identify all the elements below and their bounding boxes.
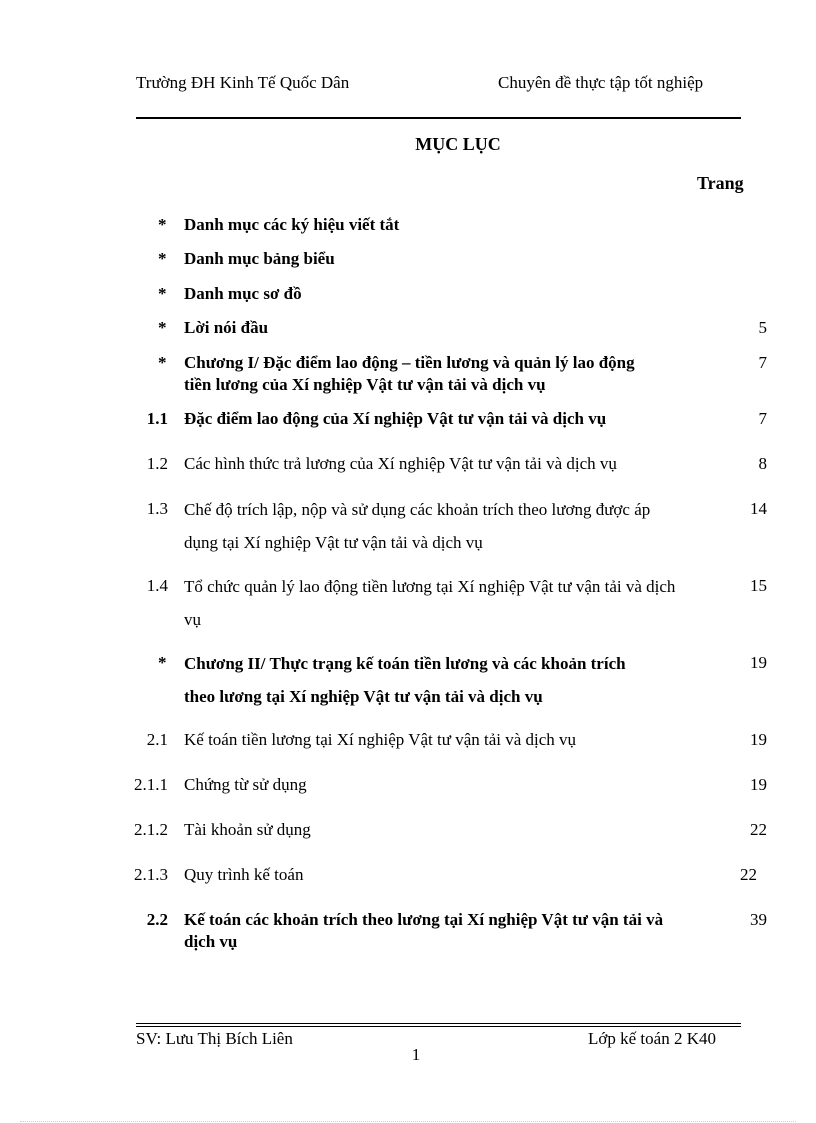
toc-text: Kế toán tiền lương tại Xí nghiệp Vật tư vận tải và dịch vụ <box>184 730 577 749</box>
toc-page: 19 <box>750 653 767 672</box>
toc-marker: 2.2 <box>146 910 168 929</box>
page-column-label: Trang <box>697 173 744 193</box>
toc-page: 14 <box>750 499 767 518</box>
toc-marker: * <box>158 353 167 372</box>
toc-text: Quy trình kế toán <box>184 865 304 884</box>
toc-marker: * <box>158 249 167 268</box>
footer-rule <box>136 1023 741 1024</box>
toc-marker: * <box>158 284 167 303</box>
toc-page: 8 <box>758 454 767 473</box>
toc-marker: * <box>158 318 167 337</box>
toc-marker: 2.1 <box>146 730 168 749</box>
toc-text: Các hình thức trả lương của Xí nghiệp Vật tư vận tải và dịch vụ <box>184 454 617 473</box>
toc-page: 39 <box>750 910 767 929</box>
toc-page: 15 <box>750 576 767 595</box>
footer-rule <box>136 1026 741 1027</box>
toc-text: Tổ chức quản lý lao động tiền lương tại Xí nghiệp Vật tư vận tải và dịch vụ <box>184 577 676 629</box>
toc-text: Lời nói đầu <box>184 318 269 337</box>
toc-page: 7 <box>758 409 767 428</box>
toc-text: Đặc điểm lao động của Xí nghiệp Vật tư vận tải và dịch vụ <box>184 409 607 428</box>
toc-text: Kế toán các khoản trích theo lương tại Xí nghiệp Vật tư vận tải và dịch vụ <box>184 910 664 951</box>
footer-class: Lớp kế toán 2 K40 <box>588 1029 716 1048</box>
toc-marker: * <box>158 215 167 234</box>
toc-page: 22 <box>740 865 757 884</box>
toc-page: 19 <box>750 730 767 749</box>
toc-marker: 1.3 <box>146 499 168 518</box>
toc-text: Danh mục các ký hiệu viết tắt <box>184 215 400 234</box>
toc-marker: 1.2 <box>146 454 168 473</box>
toc-text: Danh mục bảng biểu <box>184 249 335 268</box>
header-school: Trường ĐH Kinh Tế Quốc Dân <box>136 73 350 92</box>
toc-page: 19 <box>750 775 767 794</box>
page-title: MỤC LỤC <box>415 134 501 154</box>
toc-text: Danh mục sơ đồ <box>184 284 302 303</box>
toc-marker: 1.4 <box>146 576 168 595</box>
toc-marker: 2.1.2 <box>134 820 168 839</box>
toc-page: 5 <box>758 318 767 337</box>
footer-student: SV: Lưu Thị Bích Liên <box>136 1029 293 1048</box>
toc-text: Tài khoản sử dụng <box>184 820 311 839</box>
header-report-type: Chuyên đề thực tập tốt nghiệp <box>498 73 704 92</box>
toc-page: 22 <box>750 820 767 839</box>
toc-text: Chứng từ sử dụng <box>184 775 307 794</box>
toc-page: 7 <box>758 353 767 372</box>
toc-text: Chương II/ Thực trạng kế toán tiền lương và các khoản trích theo lương tại Xí nghiệp Vật tư vận tải và dịch vụ <box>184 654 626 706</box>
toc-text: Chế độ trích lập, nộp và sử dụng các khoản trích theo lương được áp dụng tại Xí nghiệp Vật tư vận tải và dịch vụ <box>184 500 651 552</box>
toc-marker: 1.1 <box>146 409 168 428</box>
toc-text: Chương I/ Đặc điểm lao động – tiền lương và quản lý lao động tiền lương của Xí nghiệp Vật tư vận tải và dịch vụ <box>184 353 635 394</box>
page-edge <box>20 1121 796 1122</box>
toc-marker: * <box>158 653 167 672</box>
toc-marker: 2.1.3 <box>134 865 168 884</box>
page-number: 1 <box>411 1045 421 1064</box>
toc-marker: 2.1.1 <box>134 775 168 794</box>
header-rule <box>136 117 741 119</box>
